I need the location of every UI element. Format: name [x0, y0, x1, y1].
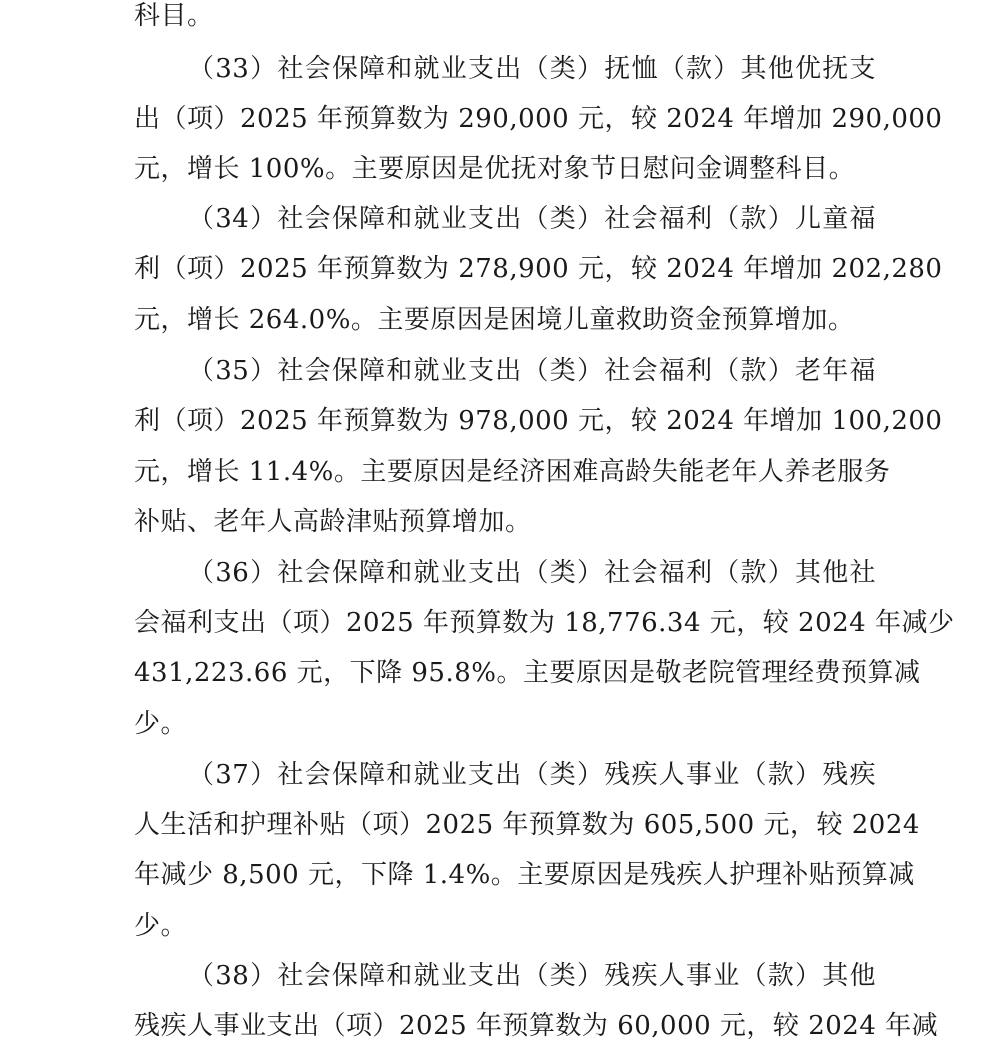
- paragraph-37-line-1: （37）社会保障和就业支出（类）残疾人事业（款）残疾: [188, 760, 876, 790]
- paragraph-34-line-1: （34）社会保障和就业支出（类）社会福利（款）儿童福: [188, 204, 876, 234]
- paragraph-36-line-2: 会福利支出（项）2025 年预算数为 18,776.34 元，较 2024 年减少: [134, 608, 955, 638]
- paragraph-35-line-1: （35）社会保障和就业支出（类）社会福利（款）老年福: [188, 356, 876, 386]
- paragraph-33-line-3: 元，增长 100%。主要原因是优抚对象节日慰问金调整科目。: [134, 154, 856, 184]
- paragraph-38-line-1: （38）社会保障和就业支出（类）残疾人事业（款）其他: [188, 961, 876, 991]
- paragraph-33-line-1: （33）社会保障和就业支出（类）抚恤（款）其他优抚支: [188, 54, 876, 84]
- paragraph-35-line-3: 元，增长 11.4%。主要原因是经济困难高龄失能老年人养老服务: [134, 457, 891, 487]
- text-line: 科目。: [134, 1, 214, 31]
- paragraph-35-line-4: 补贴、老年人高龄津贴预算增加。: [134, 507, 532, 537]
- paragraph-36-line-4: 少。: [134, 709, 188, 739]
- paragraph-38-line-2: 残疾人事业支出（项）2025 年预算数为 60,000 元，较 2024 年减: [134, 1011, 939, 1039]
- paragraph-36-line-1: （36）社会保障和就业支出（类）社会福利（款）其他社: [188, 558, 876, 588]
- paragraph-34-line-2: 利（项）2025 年预算数为 278,900 元，较 2024 年增加 202,280: [134, 254, 943, 284]
- paragraph-37-line-3: 年减少 8,500 元，下降 1.4%。主要原因是残疾人护理补贴预算减: [134, 860, 915, 890]
- paragraph-37-line-2: 人生活和护理补贴（项）2025 年预算数为 605,500 元，较 2024: [134, 810, 920, 840]
- paragraph-34-line-3: 元，增长 264.0%。主要原因是困境儿童救助资金预算增加。: [134, 305, 855, 335]
- paragraph-33-line-2: 出（项）2025 年预算数为 290,000 元，较 2024 年增加 290,000: [134, 104, 943, 134]
- paragraph-37-line-4: 少。: [134, 911, 188, 941]
- paragraph-35-line-2: 利（项）2025 年预算数为 978,000 元，较 2024 年增加 100,200: [134, 406, 943, 436]
- paragraph-36-line-3: 431,223.66 元，下降 95.8%。主要原因是敬老院管理经费预算减: [134, 658, 921, 688]
